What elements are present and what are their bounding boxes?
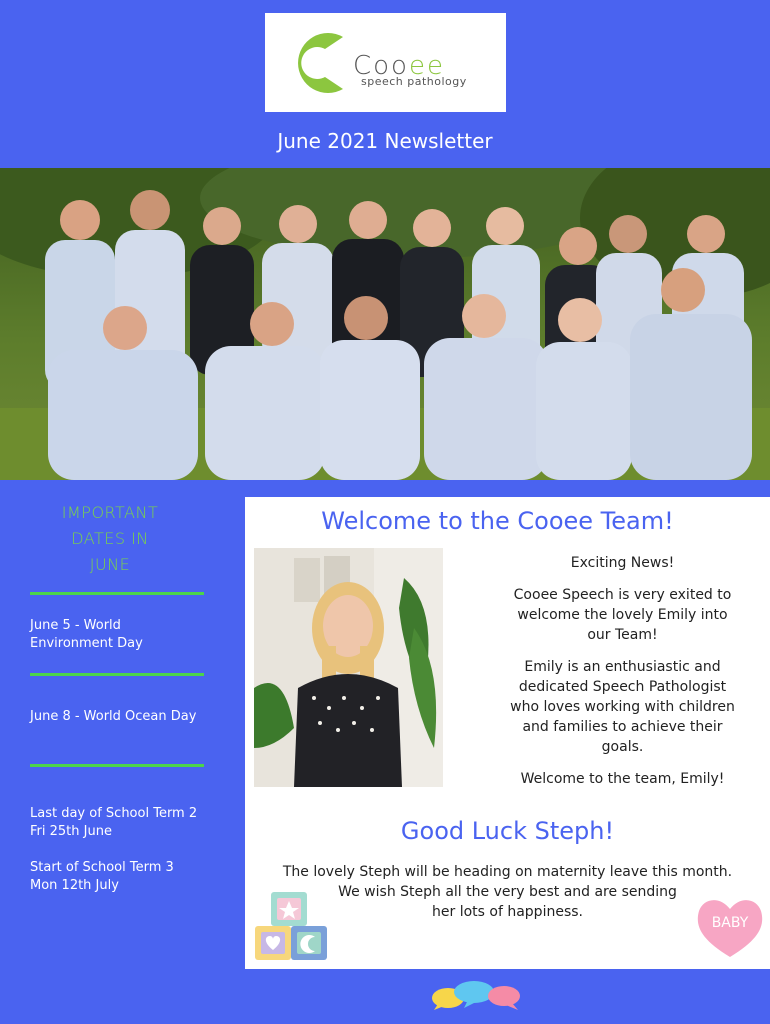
speech-bubbles-icon [430, 978, 522, 1012]
news-panel [245, 497, 770, 969]
newsletter-title: June 2021 Newsletter [277, 129, 493, 153]
steph-title: Good Luck Steph! [400, 817, 615, 845]
cooee-c-icon [291, 27, 351, 99]
logo [265, 13, 506, 112]
divider [30, 764, 204, 767]
baby-heart-icon [695, 895, 765, 959]
date-item: June 5 - World Environment Day [30, 618, 143, 651]
important-dates-heading: IMPORTANT DATES IN JUNE [61, 503, 159, 574]
news-paragraph: Exciting News! [570, 555, 675, 571]
welcome-title: Welcome to the Cooee Team! [321, 507, 674, 535]
date-item: Start of School Term 3 Mon 12th July [30, 860, 174, 893]
heart-text: BABY [711, 915, 749, 931]
news-paragraph: Cooee Speech is very exited to welcome the lovely Emily into our Team! [513, 587, 732, 643]
important-dates-sidebar [30, 500, 245, 895]
divider [30, 592, 204, 595]
welcome-news-text [495, 553, 750, 801]
emily-photo [254, 548, 443, 787]
team-photo [0, 168, 770, 480]
date-item: Last day of School Term 2 Fri 25th June [30, 806, 198, 839]
news-paragraph: Welcome to the team, Emily! [520, 771, 725, 787]
news-paragraph: Emily is an enthusiastic and dedicated Speech Pathologist who loves working with children and families to achieve their goals. [510, 659, 735, 755]
logo-wordmark: Cooee [353, 51, 445, 81]
baby-blocks-icon [253, 890, 329, 960]
steph-text: The lovely Steph will be heading on maternity leave this month. We wish Steph all the very best and are sending her lots of happiness. [282, 864, 733, 920]
date-item: June 8 - World Ocean Day [30, 709, 197, 724]
divider [30, 673, 204, 676]
logo-tagline: speech pathology [361, 75, 467, 88]
